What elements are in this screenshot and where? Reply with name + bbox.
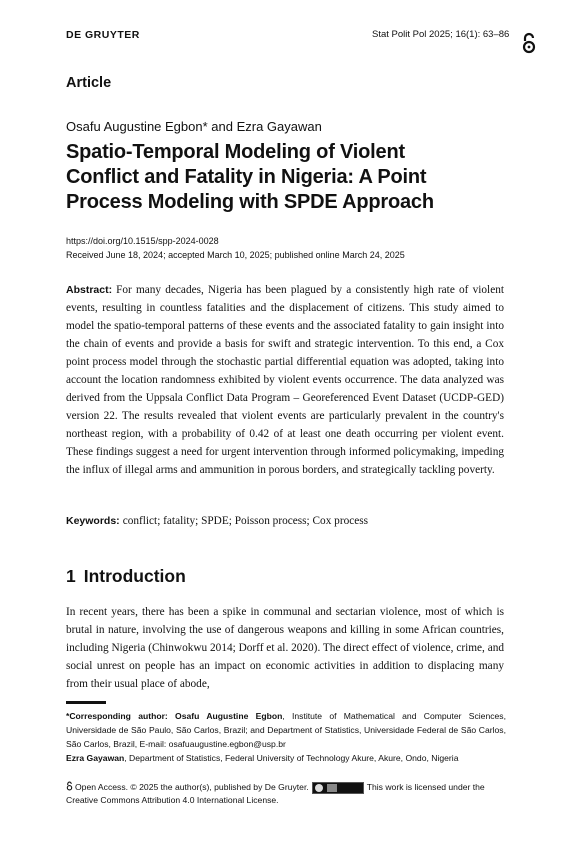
corresponding-author-label: *Corresponding author: Osafu Augustine Egbon — [66, 711, 283, 721]
publisher-name: DE GRUYTER — [66, 29, 140, 41]
open-access-icon — [66, 781, 73, 791]
author-footnote — [66, 709, 506, 765]
author-list: Osafu Augustine Egbon* and Ezra Gayawan — [66, 119, 322, 134]
abstract-label: Abstract: — [66, 284, 113, 296]
abstract — [66, 281, 504, 479]
keywords-label: Keywords: — [66, 515, 120, 527]
section-number: 1 — [66, 566, 76, 586]
journal-citation: Stat Polit Pol 2025; 16(1): 63–86 — [372, 29, 510, 40]
keywords-text: conflict; fatality; SPDE; Poisson process; Cox process — [122, 515, 369, 527]
license-text-part1: Open Access. © 2025 the author(s), published by De Gruyter. — [75, 782, 309, 792]
title-line: Spatio-Temporal Modeling of Violent — [66, 141, 405, 163]
corresponding-author-note — [66, 709, 506, 751]
license-text-part2: This work is licensed under the Creative Commons Attribution 4.0 International License. — [66, 782, 485, 805]
open-access-icon — [521, 32, 537, 54]
abstract-text: For many decades, Nigeria has been plagued by a consistently high rate of violent events, resulting in countless fatalities and the displacement of citizens. This study aimed to model the spatio-temporal patterns of these events and the associated fatality to gain insight into the chain of events and provide a basis for swift and strategic intervention. To this end, a Cox point process model through the stochastic partial differential equation was adopted, taking into account the location randomness exhibited by violent events occurrence. The data analyzed was derived from the Uppsala Conflict Data Program – Georeferenced Event Dataset (UCDP-GED) version 22. The results revealed that violent events are particularly prevalent in the country's northeast region, with a probability of 0.42 of at least one death occurring per violent event. These findings suggest a need for urgent intervention through informed policymaking, impeding the influx of illegal arms and ammunition in porous borders, and strategically tackling poverty. — [66, 284, 504, 476]
license-statement — [66, 781, 506, 807]
second-author-note — [66, 751, 506, 765]
second-author-label: Ezra Gayawan — [66, 753, 125, 763]
publication-dates: Received June 18, 2024; accepted March 10, 2025; published online March 24, 2025 — [66, 250, 405, 260]
section-heading — [66, 566, 186, 587]
article-title — [66, 140, 536, 215]
corresponding-author-affiliation: , Institute of Mathematical and Computer Sciences, Universidade de São Paulo, São Carlos, Brazil; and Department of Statistics, Universidade Federal de São Carlos, São Carlos, Brazil, E-mail: osafuaugustine.egbon@usp.br — [66, 711, 506, 749]
second-author-affiliation: , Department of Statistics, Federal University of Technology Akure, Akure, Ondo, Nigeria — [124, 753, 459, 763]
article-type-label: Article — [66, 75, 112, 91]
footnote-divider — [66, 701, 106, 704]
title-line: Process Modeling with SPDE Approach — [66, 191, 434, 213]
doi-link[interactable]: https://doi.org/10.1515/spp-2024-0028 — [66, 236, 219, 246]
title-line: Conflict and Fatality in Nigeria: A Point — [66, 166, 427, 188]
section-title: Introduction — [83, 566, 186, 586]
cc-by-badge-icon[interactable] — [312, 782, 364, 794]
introduction-paragraph: In recent years, there has been a spike in communal and sectarian violence, most of which is brutal in nature, involving the use of dangerous weapons and killing in some African countries, including Nigeria (Chinwokwu 2014; Dorff et al. 2020). The direct effect of violence, crime, and social unrest on people has an impact on economic activities in addition to displacing many from their usual place of abode, — [66, 606, 504, 690]
keywords — [66, 515, 368, 527]
